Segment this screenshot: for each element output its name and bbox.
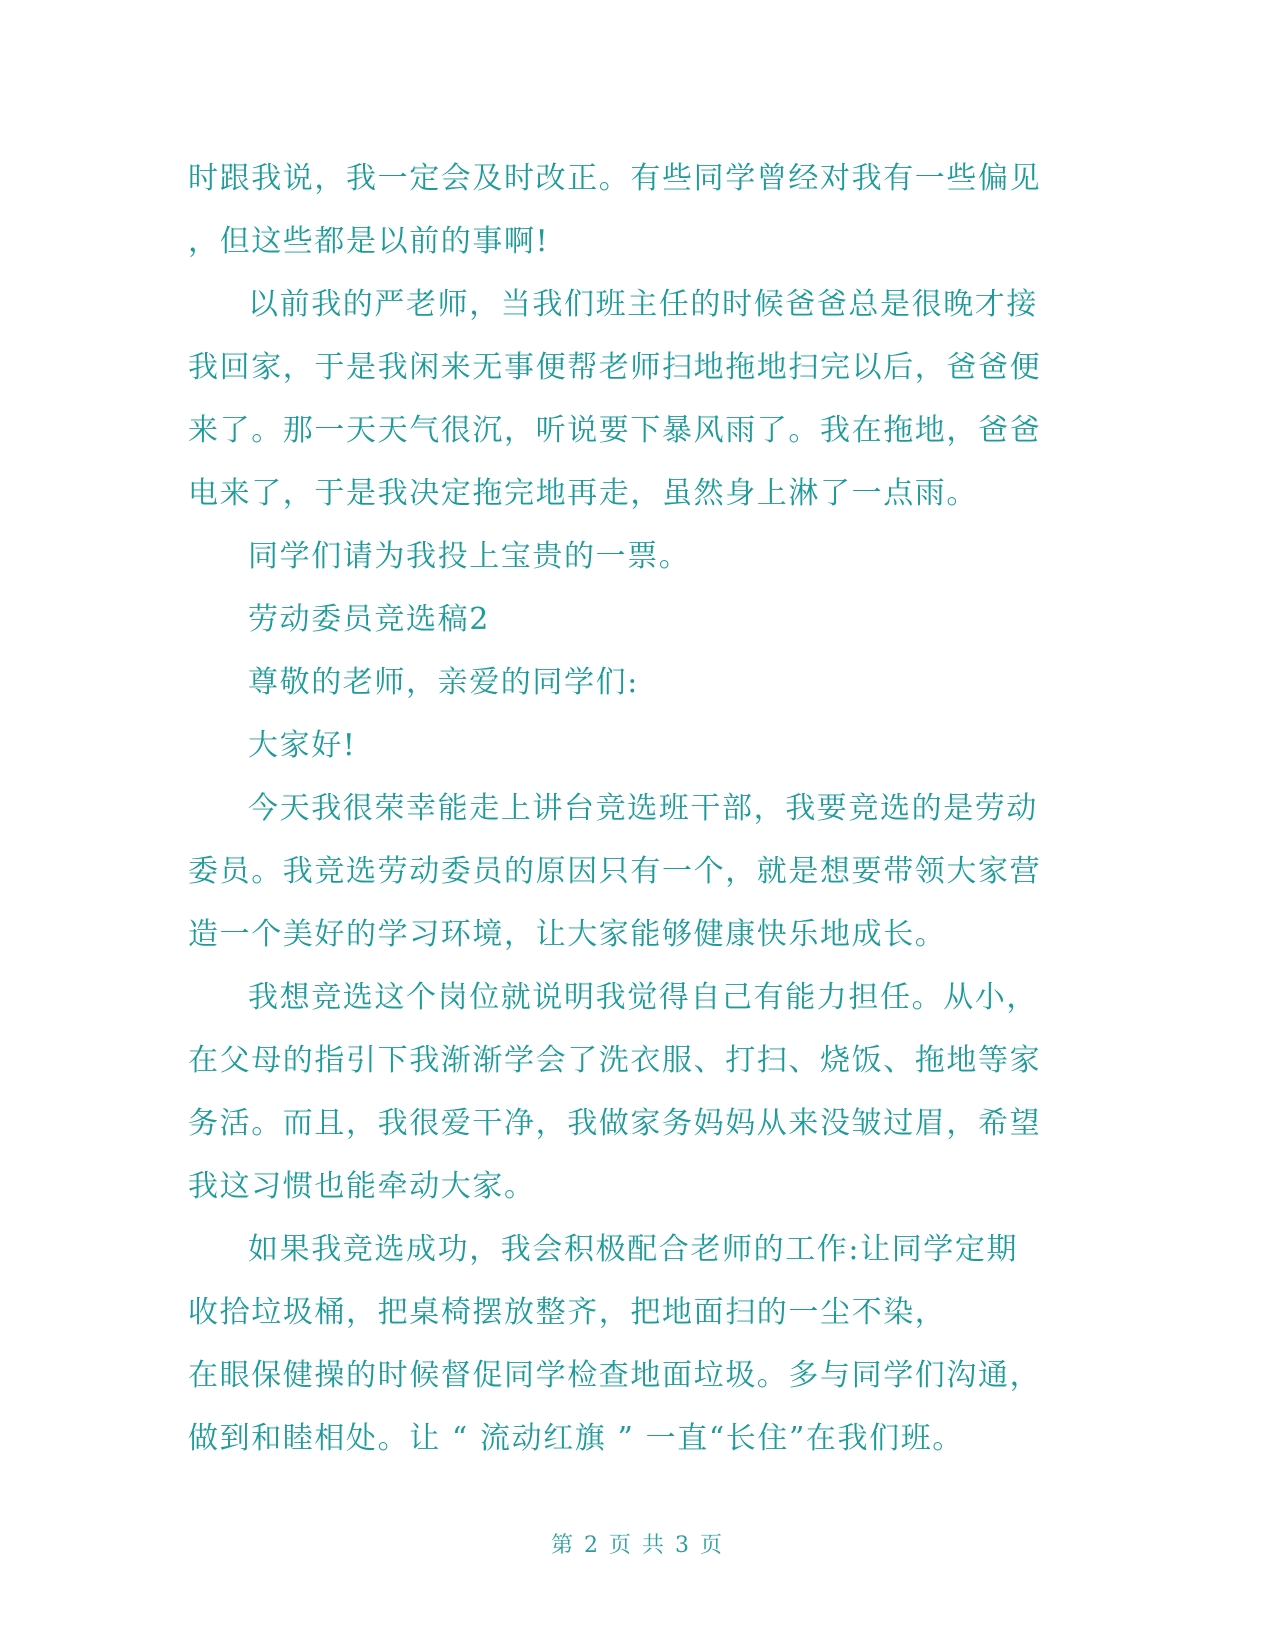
text-line: 今天我很荣幸能走上讲台竞选班干部，我要竞选的是劳动	[248, 791, 1038, 826]
text-line: 造一个美好的学习环境，让大家能够健康快乐地成长。	[188, 917, 947, 952]
text-line: 在眼保健操的时候督促同学检查地面垃圾。多与同学们沟通，	[188, 1358, 1042, 1393]
page-footer: 第 2 页 共 3 页	[551, 1533, 724, 1558]
text-line: 来了。那一天天气很沉，听说要下暴风雨了。我在拖地，爸爸	[188, 413, 1042, 448]
text-line: 以前我的严老师，当我们班主任的时候爸爸总是很晚才接	[248, 287, 1038, 322]
text-line: 时跟我说，我一定会及时改正。有些同学曾经对我有一些偏见	[188, 161, 1042, 196]
greeting: 大家好!	[248, 728, 357, 763]
text-line: ，但这些都是以前的事啊!	[188, 224, 550, 259]
text-line: 在父母的指引下我渐渐学会了洗衣服、打扫、烧饭、拖地等家	[188, 1043, 1042, 1078]
text-line: 做到和睦相处。让 “ 流动红旗 ” 一直“长住”在我们班。	[188, 1421, 964, 1456]
text-line: 我这习惯也能牵动大家。	[188, 1169, 536, 1204]
text-line: 收拾垃圾桶，把桌椅摆放整齐，把地面扫的一尘不染，	[188, 1295, 947, 1330]
text-line: 我想竞选这个岗位就说明我觉得自己有能力担任。从小，	[248, 980, 1038, 1015]
body-text	[188, 147, 1088, 1470]
salutation: 尊敬的老师，亲爱的同学们:	[248, 665, 639, 700]
text-line: 务活。而且，我很爱干净，我做家务妈妈从来没皱过眉，希望	[188, 1106, 1042, 1141]
section-heading: 劳动委员竞选稿2	[248, 602, 490, 637]
text-line: 委员。我竞选劳动委员的原因只有一个，就是想要带领大家营	[188, 854, 1042, 889]
text-line: 如果我竞选成功，我会积极配合老师的工作:让同学定期	[248, 1232, 1019, 1267]
text-line: 同学们请为我投上宝贵的一票。	[248, 539, 691, 574]
text-line: 我回家，于是我闲来无事便帮老师扫地拖地扫完以后，爸爸便	[188, 350, 1042, 385]
text-line: 电来了，于是我决定拖完地再走，虽然身上淋了一点雨。	[188, 476, 978, 511]
